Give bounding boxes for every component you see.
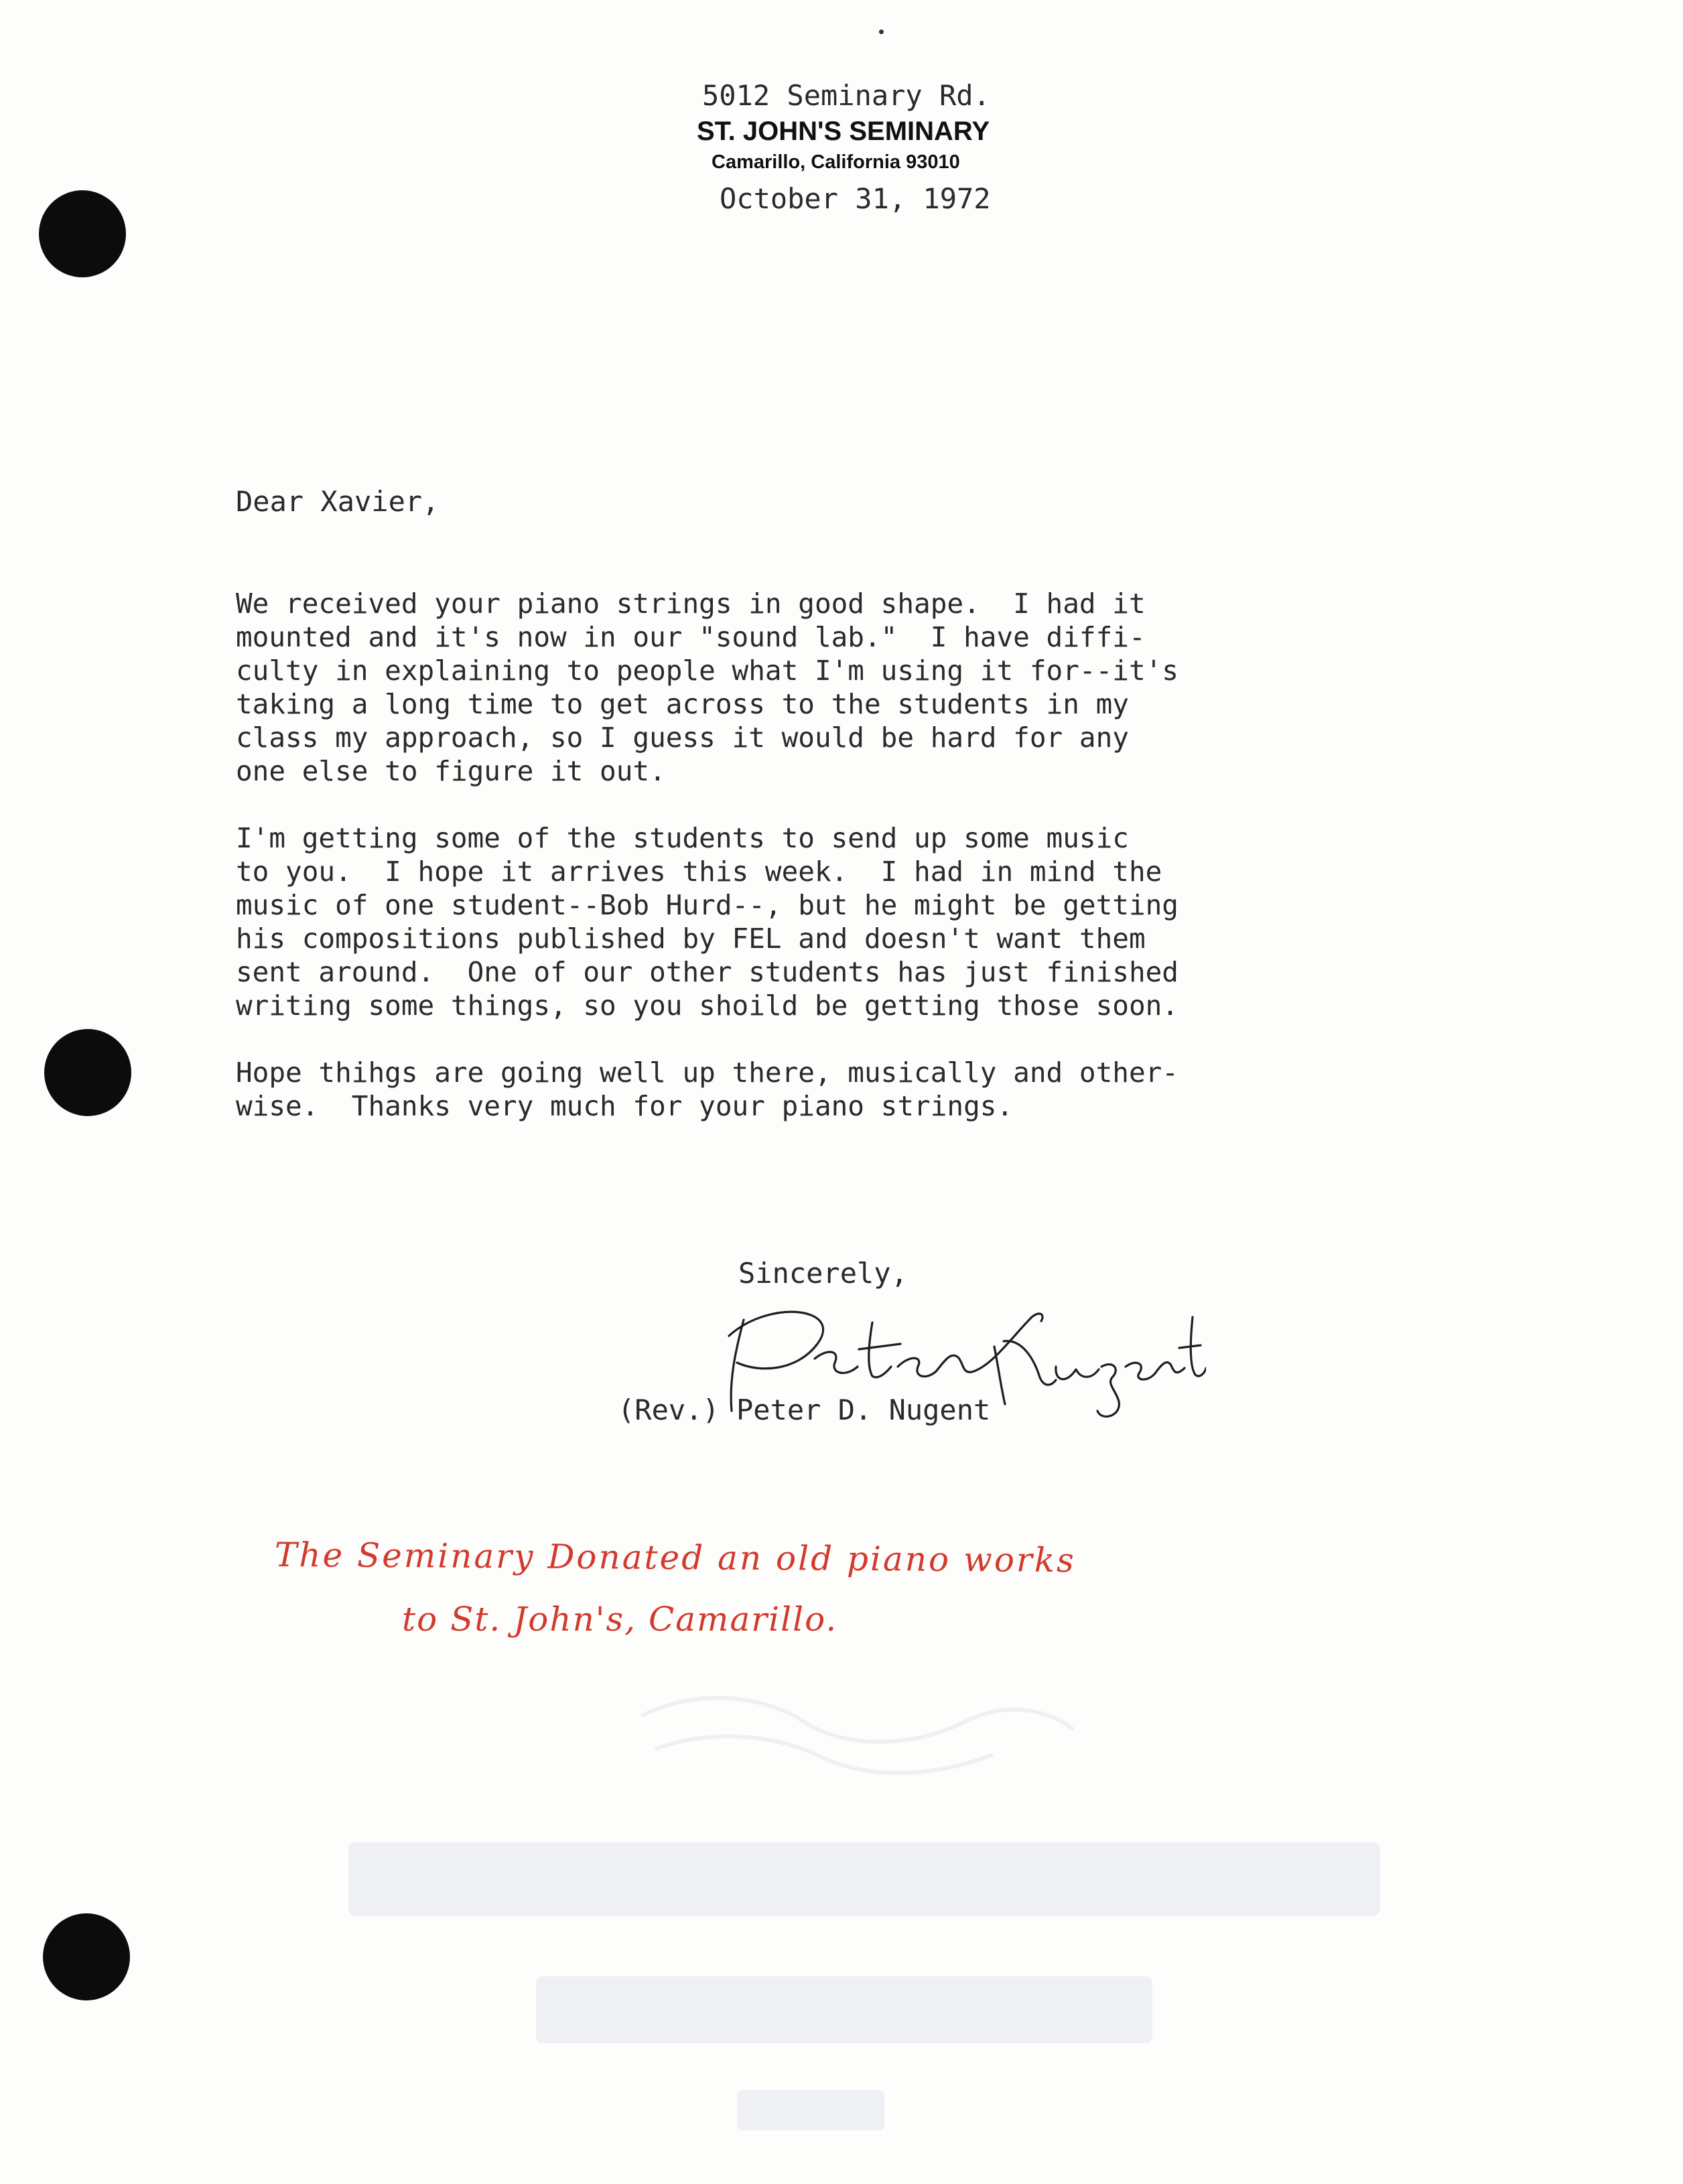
punch-hole-top xyxy=(39,190,126,277)
punch-hole-middle xyxy=(44,1029,131,1116)
letterhead-institution: ST. JOHN'S SEMINARY xyxy=(697,117,990,146)
paper-speck xyxy=(879,29,884,34)
paper-watermark xyxy=(0,1648,1683,2184)
closing: Sincerely, xyxy=(738,1257,908,1290)
letterhead-street: 5012 Seminary Rd. xyxy=(702,79,990,112)
signer-name: (Rev.) Peter D. Nugent xyxy=(618,1393,991,1426)
letterhead-city: Camarillo, California 93010 xyxy=(712,151,960,173)
salutation: Dear Xavier, xyxy=(236,485,440,518)
letter-date: October 31, 1972 xyxy=(720,182,991,215)
handwritten-note-line-2: to St. John's, Camarillo. xyxy=(402,1600,838,1639)
body-paragraph-2: I'm getting some of the students to send up some music to you. I hope it arrives this week. I had in mind the music of one student--Bob Hurd--, but he might be getting his compositions published by FEL and doesn't want them sent around. One of our other students has just finished writing some things, so you shoild be getting those soon. xyxy=(236,822,1179,1022)
handwritten-note-line-1: The Seminary Donated an old piano works xyxy=(274,1535,1076,1580)
body-paragraph-1: We received your piano strings in good shape. I had it mounted and it's now in our "sound lab." I have diffi- culty in explaining to people what I'm using it for--it's taking a long time to get across to the students in my class my approach, so I guess it would be hard for any one else to figure it out. xyxy=(236,588,1179,787)
body-paragraph-3: Hope thihgs are going well up there, musically and other- wise. Thanks very much for your piano strings. xyxy=(236,1056,1179,1122)
